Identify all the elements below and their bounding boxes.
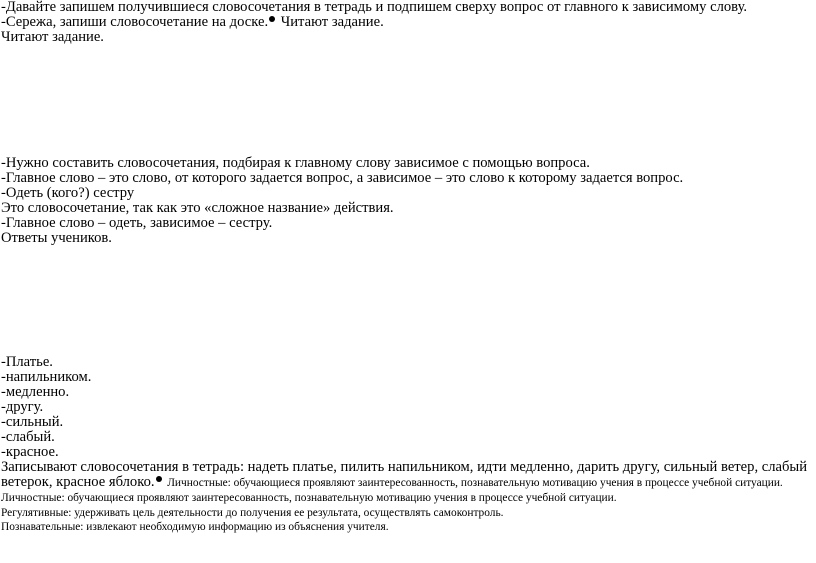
blank-space [1, 246, 815, 355]
text-line-3: Читают задание. [1, 29, 104, 45]
text-line-4: -Нужно составить словосочетания, подбирая к главному слову зависимое с помощью вопроса. [1, 155, 590, 171]
text-line-17-tail: Личностные: обучающиеся проявляют заинтересованность, познавательную мотивацию учения в процессе учебной ситуации. [167, 477, 783, 489]
bullet-dot-icon [156, 476, 162, 482]
text-line-18: Личностные: обучающиеся проявляют заинтересованность, познавательную мотивацию учения в процессе учебной ситуации. [1, 492, 617, 504]
text-line-14: -сильный. [1, 414, 64, 430]
text-line-20: Познавательные: извлекают необходимую информацию из объяснения учителя. [1, 521, 389, 533]
text-line-13: -другу. [1, 399, 44, 415]
text-line-1: -Давайте запишем получившиеся словосочетания в тетрадь и подпишем сверху вопрос от главного к зависимому слову. [1, 0, 748, 15]
text-line-17-main: Записывают словосочетания в тетрадь: надеть платье, пилить напильником, идти медленно, дарить другу, сильный ветер, слабый ветерок, красное яблоко. [1, 459, 808, 490]
text-line-5: -Главное слово – это слово, от которого задается вопрос, а зависимое – это слово к которому задается вопрос. [1, 170, 684, 186]
bullet-dot-icon [269, 16, 275, 22]
text-line-12: -медленно. [1, 384, 70, 400]
text-line-15: -слабый. [1, 429, 55, 445]
blank-space [1, 45, 815, 156]
text-line-16: -красное. [1, 444, 59, 460]
text-line-19: Регулятивные: удерживать цель деятельности до получения ее результата, осуществлять самоконтроль. [1, 506, 504, 519]
text-line-9: Ответы учеников. [1, 230, 112, 246]
text-line-10: -Платье. [1, 354, 53, 370]
document-page [1, 0, 815, 535]
text-line-2 [1, 15, 815, 30]
text-line-11: -напильником. [1, 369, 92, 385]
text-line-8: -Главное слово – одеть, зависимое – сестру. [1, 215, 273, 231]
text-line-17 [1, 460, 813, 491]
text-line-2-tail: Читают задание. [280, 14, 384, 30]
text-line-2-main: -Сережа, запиши словосочетание на доске. [1, 14, 269, 30]
text-line-7: Это словосочетание, так как это «сложное название» действия. [1, 200, 394, 216]
text-line-6: -Одеть (кого?) сестру [1, 185, 135, 201]
